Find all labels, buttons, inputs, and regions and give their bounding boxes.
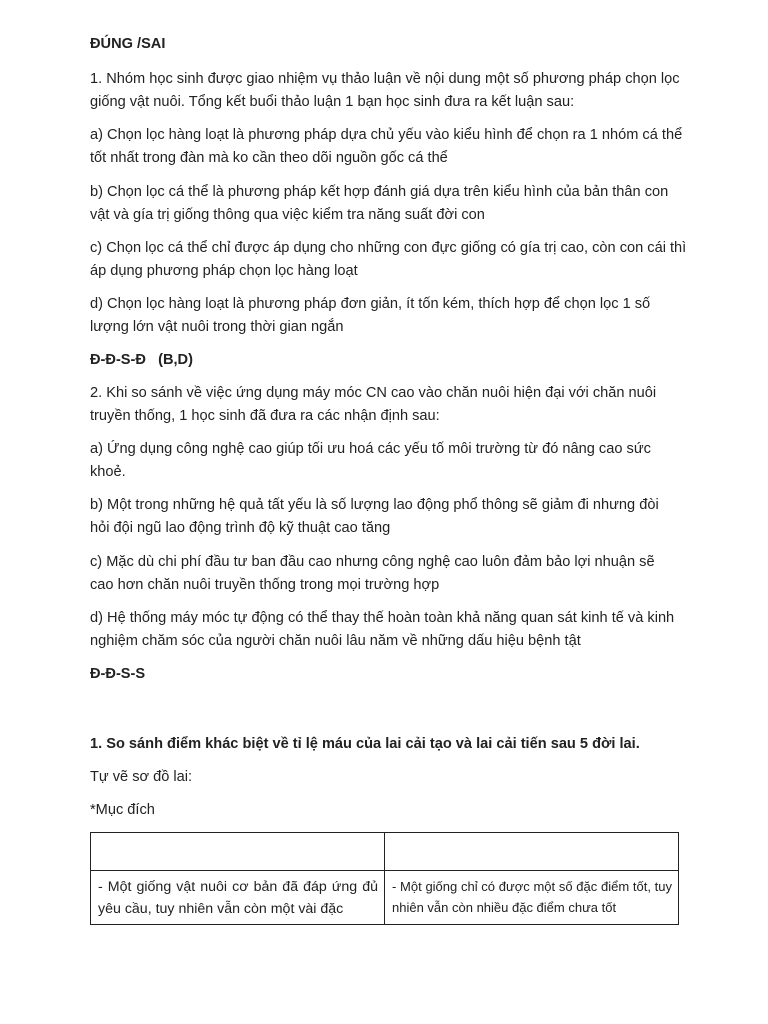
q1-option-d: d) Chọn lọc hàng loạt là phương pháp đơn giản, ít tốn kém, thích hợp để chọn lọc 1 số lượng lớn vật nuôi trong thời gian ngắn	[90, 296, 651, 335]
table-header-right	[385, 833, 679, 871]
table-cell-right: - Một giống chỉ có được một số đặc điểm tốt, tuy nhiên vẫn còn nhiều đặc điểm chưa tốt	[385, 871, 679, 925]
q1-option-a: a) Chọn lọc hàng loạt là phương pháp dựa chủ yếu vào kiểu hình để chọn ra 1 nhóm cá thể tốt nhất trong đàn mà ko cần theo dõi nguồn gốc cá thể	[90, 127, 683, 166]
comparison-table	[90, 832, 679, 925]
q2-option-a: a) Ứng dụng công nghệ cao giúp tối ưu hoá các yếu tố môi trường từ đó nâng cao sức khoẻ.	[90, 441, 651, 480]
q1-question: 1. Nhóm học sinh được giao nhiệm vụ thảo luận về nội dung một số phương pháp chọn lọc giống vật nuôi. Tổng kết buổi thảo luận 1 bạn học sinh đưa ra kết luận sau:	[90, 71, 680, 110]
essay-heading: 1. So sánh điểm khác biệt về tỉ lệ máu của lai cải tạo và lai cải tiến sau 5 đời lai.	[90, 736, 640, 752]
q1-option-b: b) Chọn lọc cá thể là phương pháp kết hợp đánh giá dựa trên kiểu hình của bản thân con vật và gía trị giống thông qua việc kiểm tra năng suất đời con	[90, 184, 669, 223]
section-title: ĐÚNG /SAI	[90, 36, 166, 52]
q2-option-c: c) Mặc dù chi phí đầu tư ban đầu cao nhưng công nghệ cao luôn đảm bảo lợi nhuận sẽ cao hơn chăn nuôi truyền thống trong mọi trường hợp	[90, 554, 655, 593]
essay-line-diagram: Tự vẽ sơ đồ lai:	[90, 769, 193, 785]
q1-answer: Đ-Đ-S-Đ (B,D)	[90, 352, 193, 368]
table-cell-left: - Một giống vật nuôi cơ bản đã đáp ứng đủ yêu cầu, tuy nhiên vẫn còn một vài đặc	[91, 871, 385, 925]
table-row	[91, 871, 679, 925]
q1-option-c: c) Chọn lọc cá thể chỉ được áp dụng cho những con đực giống có gía trị cao, còn con cái thì áp dụng phương pháp chọn lọc hàng loạt	[90, 240, 687, 279]
essay-line-purpose: *Mục đích	[90, 802, 155, 818]
q2-option-b: b) Một trong những hệ quả tất yếu là số lượng lao động phổ thông sẽ giảm đi nhưng đòi hỏi đội ngũ lao động trình độ kỹ thuật cao tăng	[90, 497, 659, 536]
table-header-left	[91, 833, 385, 871]
table-header-row	[91, 833, 679, 871]
q2-question: 2. Khi so sánh về việc ứng dụng máy móc CN cao vào chăn nuôi hiện đại với chăn nuôi truyền thống, 1 học sinh đã đưa ra các nhận định sau:	[90, 385, 657, 424]
q2-option-d: d) Hệ thống máy móc tự động có thể thay thế hoàn toàn khả năng quan sát kinh tế và kinh nghiệm chăm sóc của người chăn nuôi lâu năm về những dấu hiệu bệnh tật	[90, 610, 675, 649]
q2-answer: Đ-Đ-S-S	[90, 666, 146, 682]
